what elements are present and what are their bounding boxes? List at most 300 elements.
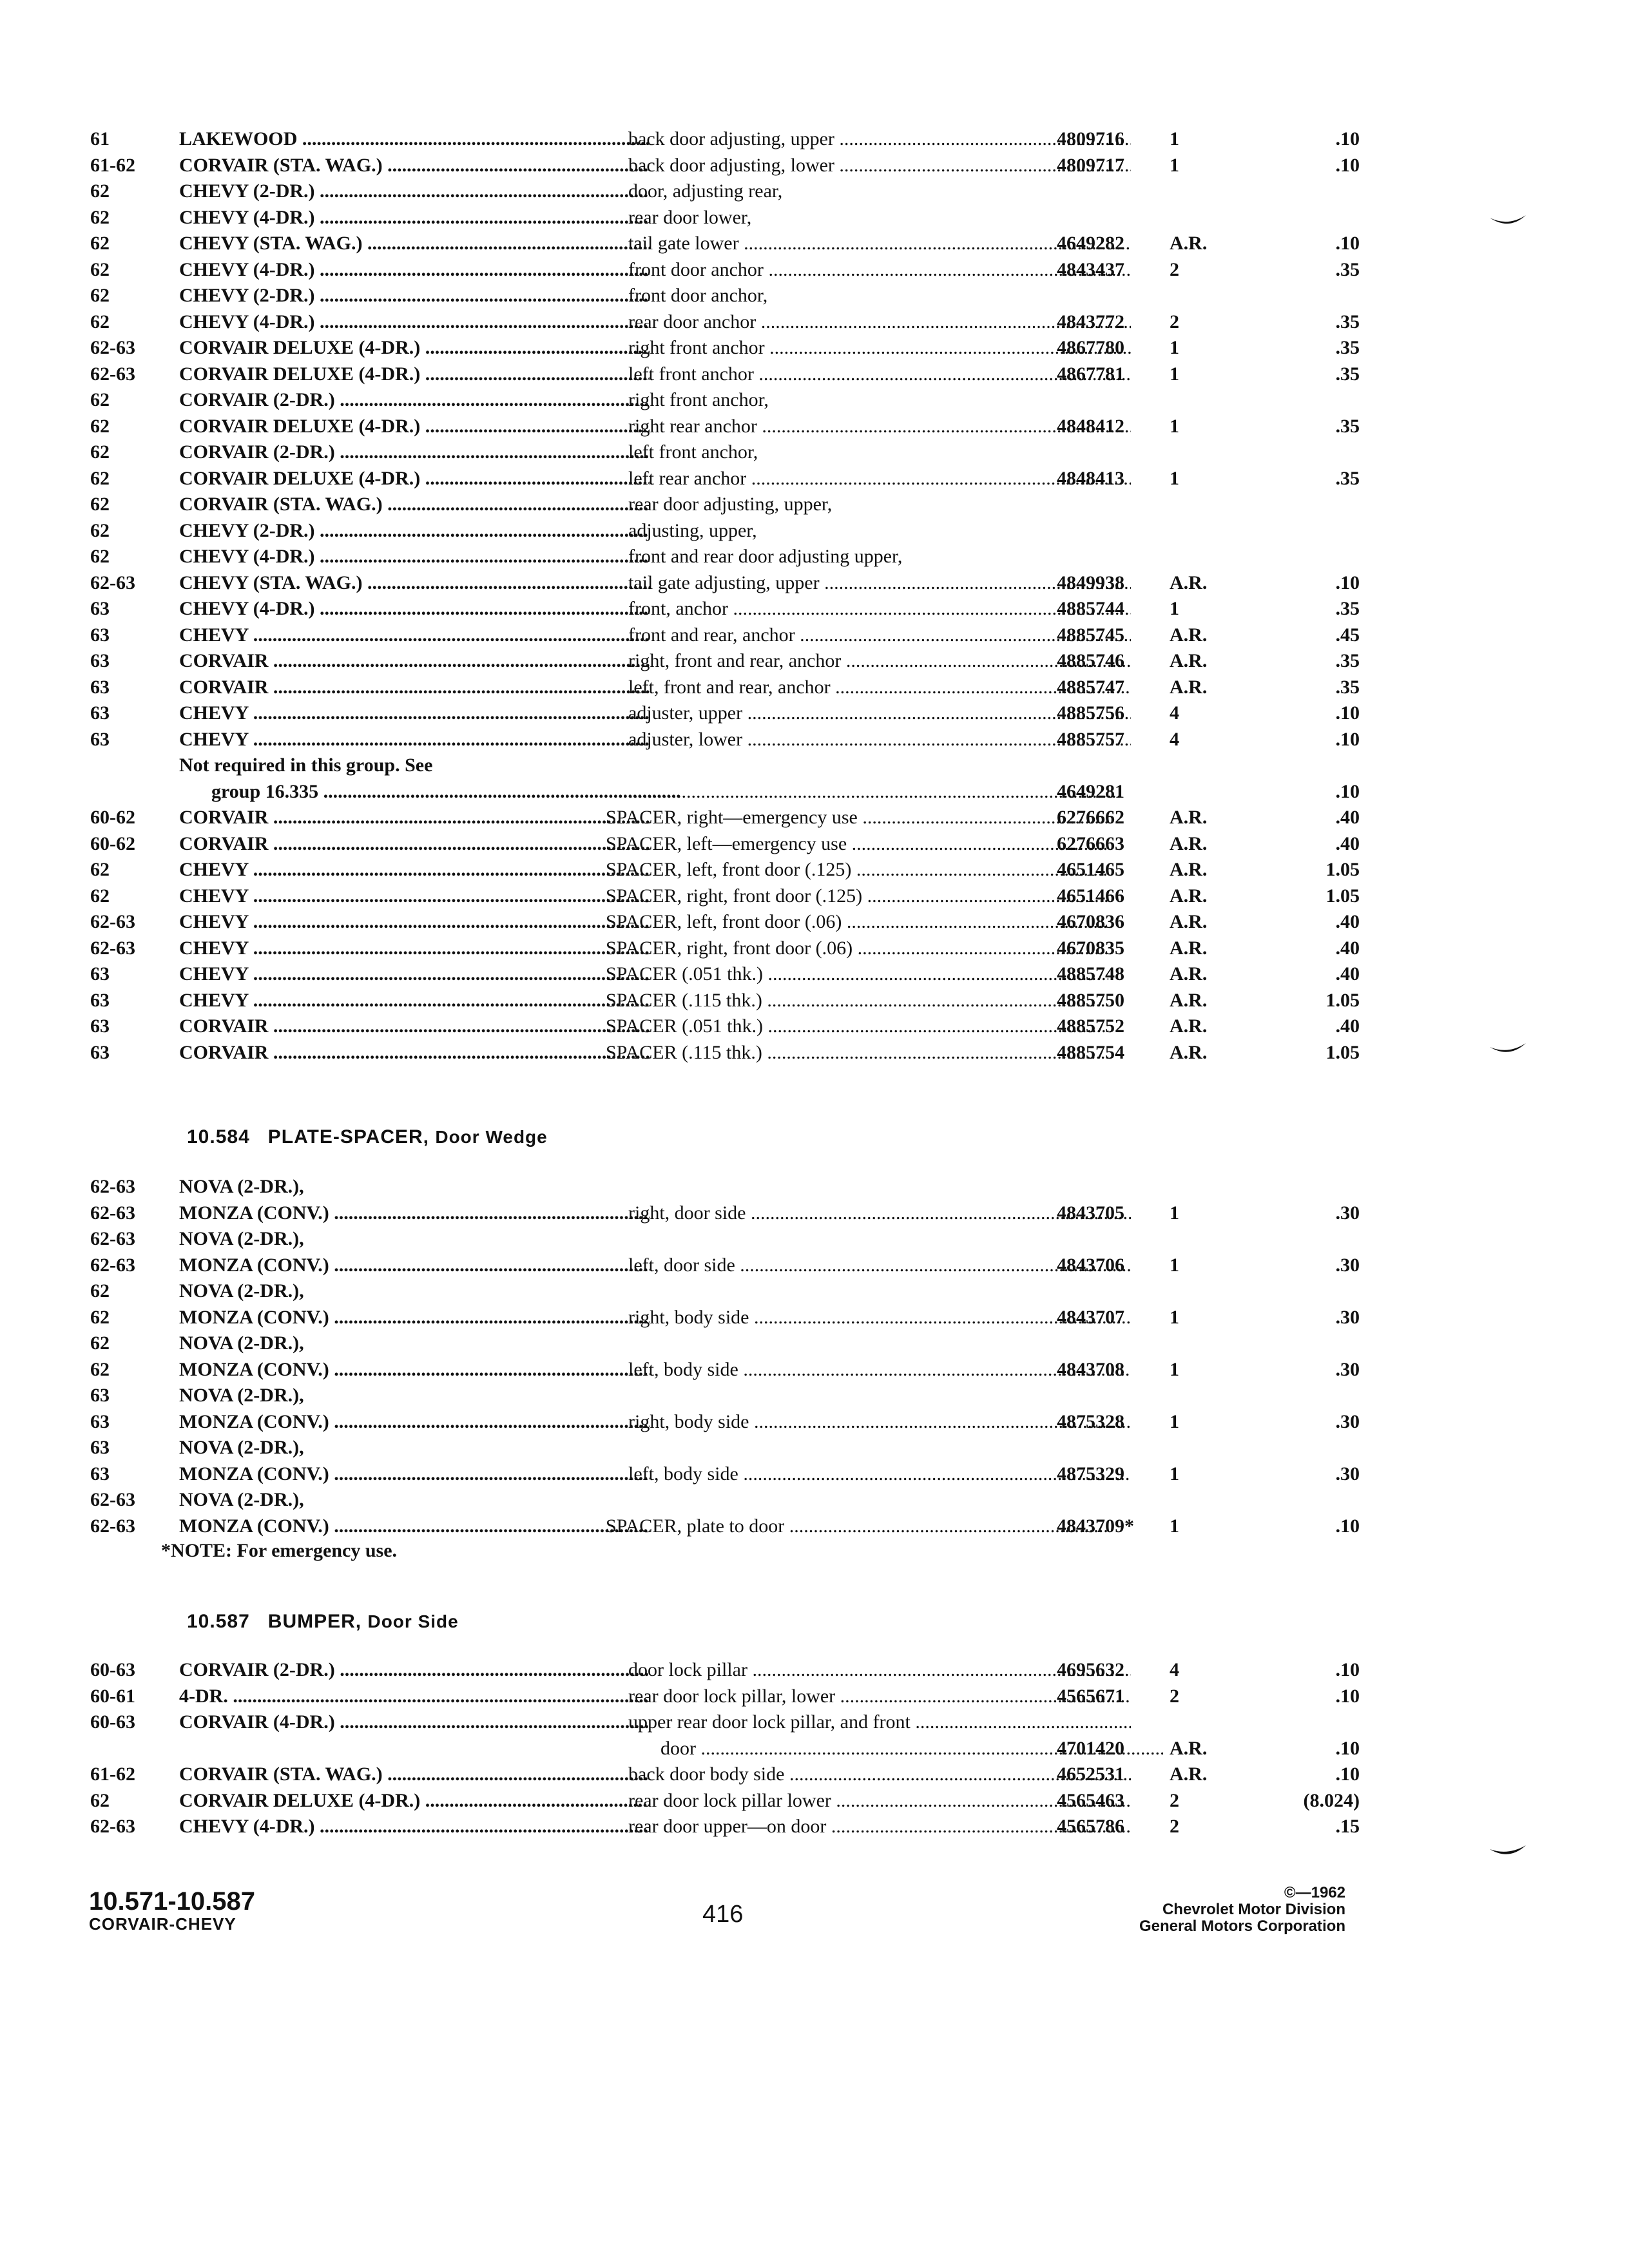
quantity-cell: A.R. (1170, 807, 1208, 828)
price-cell: .30 (1335, 1358, 1360, 1380)
table-row (90, 309, 1360, 336)
price-cell: .40 (1335, 1015, 1360, 1037)
year-cell: 63 (90, 598, 110, 619)
quantity-cell: A.R. (1170, 1041, 1208, 1063)
description-cell: back door adjusting, lower ..... (628, 153, 1131, 179)
table-row (90, 988, 1360, 1014)
table-row (90, 727, 1360, 753)
model-cell: CHEVY (4-DR.) ..... (179, 205, 650, 231)
year-cell: 63 (90, 676, 110, 698)
description-cell: right, body side ..... (628, 1305, 1131, 1331)
price-cell: .10 (1335, 233, 1360, 254)
price-cell: .10 (1335, 128, 1360, 149)
model-cell: CORVAIR (2-DR.) ..... (179, 387, 650, 414)
model-cell: CORVAIR ..... (179, 648, 650, 675)
model-cell: NOVA (2-DR.), (179, 1228, 304, 1249)
part-number-cell: 4875329 (1057, 1463, 1124, 1485)
table-row (90, 439, 1302, 466)
table-row (90, 126, 1360, 153)
price-cell: .35 (1335, 337, 1360, 358)
year-cell: 62-63 (90, 363, 135, 385)
description-cell: rear door upper—on door ..... (628, 1814, 1131, 1840)
year-cell: 62-63 (90, 337, 135, 358)
model-cell: CORVAIR (STA. WAG.) ..... (179, 1762, 650, 1788)
price-cell: .10 (1335, 728, 1360, 750)
table-row (90, 805, 1360, 831)
price-cell: 1.05 (1325, 885, 1360, 907)
year-cell: 62-63 (90, 572, 135, 593)
model-cell: CHEVY ..... (179, 909, 650, 936)
quantity-cell: 2 (1170, 258, 1179, 280)
description-cell: SPACER (.051 thk.) ..... (606, 1014, 1108, 1040)
price-cell: .35 (1335, 258, 1360, 280)
table-row (90, 1788, 1360, 1814)
model-cell: NOVA (2-DR.), (179, 1489, 304, 1510)
description-cell: left front anchor ..... (628, 361, 1131, 388)
quantity-cell: A.R. (1170, 989, 1208, 1011)
year-cell: 62-63 (90, 1816, 135, 1837)
model-cell: CHEVY ..... (179, 727, 650, 753)
quantity-cell: A.R. (1170, 1737, 1208, 1759)
price-cell: .40 (1335, 937, 1360, 959)
year-cell: 62 (90, 467, 110, 489)
part-number-cell: 4701420 (1057, 1737, 1124, 1759)
model-cell: CHEVY (4-DR.) ..... (179, 257, 650, 284)
year-cell: 62 (90, 233, 110, 254)
quantity-cell: 1 (1170, 1358, 1179, 1380)
quantity-cell: 1 (1170, 337, 1179, 358)
year-cell: 62-63 (90, 1254, 135, 1276)
footer-sub: CORVAIR-CHEVY (89, 1914, 236, 1934)
table-row (90, 231, 1360, 257)
quantity-cell: 1 (1170, 1306, 1179, 1328)
model-cell: CORVAIR ..... (179, 675, 650, 701)
model-cell: MONZA (CONV.) ..... (179, 1253, 650, 1279)
quantity-cell: 1 (1170, 598, 1179, 619)
table-row (90, 1174, 1302, 1200)
part-number-cell: 4651466 (1057, 885, 1124, 907)
year-cell: 63 (90, 728, 110, 750)
year-cell: 63 (90, 1041, 110, 1063)
description-cell: rear door lock pillar, lower ..... (628, 1684, 1131, 1710)
table-row (90, 1409, 1360, 1436)
table-row (90, 1278, 1302, 1305)
price-cell: (8.024) (1303, 1789, 1360, 1811)
part-number-cell: 4809717 (1057, 154, 1124, 176)
model-cell: CORVAIR (STA. WAG.) ..... (179, 492, 650, 518)
model-cell: NOVA (2-DR.), (179, 1280, 304, 1302)
description-cell: right, door side ..... (628, 1200, 1131, 1227)
table-row (90, 570, 1360, 597)
price-cell: .10 (1335, 780, 1360, 802)
part-number-cell: 6276663 (1057, 832, 1124, 854)
part-number-cell: 4649281 (1057, 780, 1124, 802)
year-cell: 62 (90, 494, 110, 515)
description-cell: right rear anchor ..... (628, 414, 1131, 440)
model-cell: CHEVY ..... (179, 700, 650, 727)
year-cell: 63 (90, 1463, 110, 1485)
model-cell: MONZA (CONV.) ..... (179, 1461, 650, 1488)
quantity-cell: 1 (1170, 128, 1179, 149)
footer-left (89, 1888, 255, 1933)
table-row (90, 387, 1302, 414)
price-cell: .10 (1335, 1659, 1360, 1680)
table-row (90, 544, 1302, 570)
description-cell: left, front and rear, anchor ..... (628, 675, 1131, 701)
table-row (90, 1487, 1302, 1514)
model-cell: MONZA (CONV.) ..... (179, 1409, 650, 1436)
model-cell: CHEVY ..... (179, 936, 650, 962)
description-cell: right, front and rear, anchor ..... (628, 648, 1131, 675)
part-number-cell: 4843705 (1057, 1202, 1124, 1224)
quantity-cell: 2 (1170, 311, 1179, 332)
model-cell: CORVAIR DELUXE (4-DR.) ..... (179, 1788, 650, 1814)
year-cell: 62 (90, 546, 110, 567)
quantity-cell: A.R. (1170, 572, 1208, 593)
table-row (90, 1040, 1360, 1066)
description-cell: SPACER, right, front door (.06) ..... (606, 936, 1108, 962)
quantity-cell: 1 (1170, 154, 1179, 176)
year-cell: 62 (90, 1789, 110, 1811)
quantity-cell: 1 (1170, 1463, 1179, 1485)
description-cell: front door anchor ..... (628, 257, 1131, 284)
year-cell: 63 (90, 1015, 110, 1037)
price-cell: .30 (1335, 1410, 1360, 1432)
year-cell: 60-63 (90, 1659, 135, 1680)
description-cell: left, door side ..... (628, 1253, 1131, 1279)
year-cell: 62-63 (90, 1202, 135, 1224)
year-cell: 63 (90, 702, 110, 724)
description-cell: rear door adjusting, upper, (628, 494, 833, 515)
model-cell: CORVAIR DELUXE (4-DR.) ..... (179, 335, 650, 361)
section-number: 10.587 (187, 1611, 250, 1632)
quantity-cell: A.R. (1170, 650, 1208, 671)
year-cell: 62 (90, 389, 110, 410)
model-cell: CORVAIR ..... (179, 1014, 650, 1040)
quantity-cell: 2 (1170, 1816, 1179, 1837)
description-cell: rear door lock pillar lower ..... (628, 1788, 1131, 1814)
table-row (90, 596, 1360, 622)
table-row (90, 1253, 1360, 1279)
year-cell: 63 (90, 650, 110, 671)
description-cell: upper rear door lock pillar, and front ..... (628, 1709, 1131, 1736)
section-title: BUMPER, (267, 1611, 362, 1632)
part-number-cell: 4670836 (1057, 911, 1124, 932)
quantity-cell: A.R. (1170, 911, 1208, 932)
table-row (90, 1200, 1360, 1227)
year-cell: 61-62 (90, 154, 135, 176)
description-cell: right, body side ..... (628, 1409, 1131, 1436)
year-cell: 63 (90, 1385, 110, 1406)
quantity-cell: A.R. (1170, 963, 1208, 985)
description-cell: SPACER (.051 thk.) ..... (606, 961, 1108, 988)
quantity-cell: 2 (1170, 1685, 1179, 1707)
part-number-cell: 4885744 (1057, 598, 1124, 619)
price-cell: .30 (1335, 1463, 1360, 1485)
model-cell: CORVAIR (STA. WAG.) ..... (179, 153, 650, 179)
table-row (90, 466, 1360, 492)
description-cell: adjuster, lower ..... (628, 727, 1131, 753)
model-cell: CHEVY (2-DR.) ..... (179, 518, 650, 544)
part-number-cell: 4565463 (1057, 1789, 1124, 1811)
model-cell: CHEVY ..... (179, 988, 650, 1014)
quantity-cell: 1 (1170, 363, 1179, 385)
description-cell: front and rear, anchor ..... (628, 622, 1131, 649)
part-number-cell: 4849938 (1057, 572, 1124, 593)
quantity-cell: A.R. (1170, 937, 1208, 959)
model-cell: CHEVY (STA. WAG.) ..... (179, 231, 650, 257)
quantity-cell: 4 (1170, 702, 1179, 724)
part-number-cell: 4885745 (1057, 624, 1124, 646)
parts-table-10-584 (90, 1174, 1360, 1539)
model-cell: MONZA (CONV.) ..... (179, 1357, 650, 1383)
table-row (90, 335, 1360, 361)
year-cell: 62-63 (90, 1515, 135, 1537)
part-number-cell: 4885750 (1057, 989, 1124, 1011)
table-row (90, 205, 1302, 231)
part-number-cell: 4651465 (1057, 859, 1124, 880)
description-cell: SPACER, plate to door ..... (606, 1514, 1108, 1540)
part-number-cell: 4885747 (1057, 676, 1124, 698)
model-cell: CORVAIR ..... (179, 831, 650, 858)
description-cell: adjuster, upper ..... (628, 700, 1131, 727)
quantity-cell: A.R. (1170, 1015, 1208, 1037)
model-cell: CORVAIR (2-DR.) ..... (179, 1657, 650, 1684)
description-cell: rear door lower, (628, 206, 752, 228)
part-number-cell: 4843437 (1057, 258, 1124, 280)
table-row (90, 153, 1360, 179)
model-cell: CHEVY ..... (179, 883, 650, 910)
quantity-cell: 1 (1170, 1254, 1179, 1276)
part-number-cell: 4885756 (1057, 702, 1124, 724)
year-cell: 63 (90, 1437, 110, 1458)
year-cell: 60-61 (90, 1685, 135, 1707)
table-row (90, 1514, 1360, 1540)
price-cell: .35 (1335, 415, 1360, 437)
year-cell: 61-62 (90, 1763, 135, 1785)
quantity-cell: A.R. (1170, 624, 1208, 646)
price-cell: .10 (1335, 1515, 1360, 1537)
description-cell: left rear anchor ..... (628, 466, 1131, 492)
part-number-cell: 4885757 (1057, 728, 1124, 750)
part-number-cell: 4885746 (1057, 650, 1124, 671)
table-row (90, 961, 1360, 988)
table-row (90, 1814, 1360, 1840)
part-number-cell: 4885752 (1057, 1015, 1124, 1037)
description-cell: right front anchor ..... (628, 335, 1131, 361)
model-cell: group 16.335 ..... (179, 779, 682, 805)
table-row (90, 831, 1360, 858)
year-cell: 60-62 (90, 807, 135, 828)
description-cell: front door anchor, (628, 285, 768, 306)
price-cell: .40 (1335, 911, 1360, 932)
table-row (90, 753, 1302, 779)
part-number-cell: 4843706 (1057, 1254, 1124, 1276)
description-cell: door lock pillar ..... (628, 1657, 1131, 1684)
part-number-cell: 4867781 (1057, 363, 1124, 385)
description-cell: front and rear door adjusting upper, (628, 546, 903, 567)
year-cell: 60-63 (90, 1711, 135, 1733)
model-cell: CORVAIR DELUXE (4-DR.) ..... (179, 361, 650, 388)
model-cell: CHEVY ..... (179, 857, 650, 883)
description-cell: SPACER, right—emergency use ..... (606, 805, 1108, 831)
description-cell: SPACER, left, front door (.125) ..... (606, 857, 1108, 883)
part-number-cell: 4885748 (1057, 963, 1124, 985)
year-cell: 62 (90, 1280, 110, 1302)
part-number-cell: 4875328 (1057, 1410, 1124, 1432)
model-cell: MONZA (CONV.) ..... (179, 1200, 650, 1227)
table-row (90, 1331, 1302, 1357)
section-heading-10-587 (187, 1611, 459, 1633)
description-cell: tail gate lower ..... (628, 231, 1131, 257)
footer-right (1139, 1885, 1345, 1935)
part-number-cell: 6276662 (1057, 807, 1124, 828)
table-row (90, 648, 1360, 675)
table-row (90, 700, 1360, 727)
quantity-cell: 4 (1170, 1659, 1179, 1680)
model-cell: CHEVY ..... (179, 961, 650, 988)
binder-mark (1489, 1041, 1527, 1060)
model-cell: MONZA (CONV.) ..... (179, 1514, 650, 1540)
model-cell: CHEVY (4-DR.) ..... (179, 544, 650, 570)
section-subtitle: Door Wedge (435, 1127, 548, 1147)
table-row (90, 909, 1360, 936)
price-cell: .10 (1335, 1737, 1360, 1759)
part-number-cell: 4867780 (1057, 337, 1124, 358)
footer-range: 10.571-10.587 (89, 1887, 256, 1916)
model-cell: NOVA (2-DR.), (179, 1385, 304, 1406)
price-cell: .35 (1335, 598, 1360, 619)
year-cell: 62 (90, 285, 110, 306)
table-row (90, 1305, 1360, 1331)
table-row (90, 936, 1360, 962)
table-row (90, 1435, 1302, 1461)
model-cell: CORVAIR ..... (179, 805, 650, 831)
description-cell (628, 779, 1131, 805)
part-number-cell: 4843709* (1057, 1515, 1134, 1537)
price-cell: 1.05 (1325, 859, 1360, 880)
binder-mark (1489, 213, 1527, 232)
table-row (90, 283, 1302, 309)
year-cell: 63 (90, 989, 110, 1011)
price-cell: 1.05 (1325, 989, 1360, 1011)
description-cell: SPACER (.115 thk.) ..... (606, 988, 1108, 1014)
year-cell: 62 (90, 441, 110, 463)
parts-table-top (90, 126, 1360, 1066)
quantity-cell: A.R. (1170, 233, 1208, 254)
table-row (90, 1226, 1302, 1253)
model-cell: CORVAIR DELUXE (4-DR.) ..... (179, 414, 650, 440)
year-cell: 62 (90, 206, 110, 228)
table-row (90, 1762, 1360, 1788)
year-cell: 62-63 (90, 1176, 135, 1197)
year-cell: 62-63 (90, 937, 135, 959)
table-row (90, 622, 1360, 649)
model-cell: CHEVY ..... (179, 622, 650, 649)
table-row (90, 1709, 1302, 1736)
table-row (90, 414, 1360, 440)
price-cell: .10 (1335, 572, 1360, 593)
table-row (90, 1461, 1360, 1488)
price-cell: .30 (1335, 1202, 1360, 1224)
year-cell: 62 (90, 415, 110, 437)
price-cell: .40 (1335, 832, 1360, 854)
price-cell: .35 (1335, 650, 1360, 671)
price-cell: .10 (1335, 1685, 1360, 1707)
table-row (90, 883, 1360, 910)
part-number-cell: 4848413 (1057, 467, 1124, 489)
price-cell: .10 (1335, 154, 1360, 176)
description-cell: SPACER, right, front door (.125) ..... (606, 883, 1108, 910)
quantity-cell: 1 (1170, 1202, 1179, 1224)
model-cell: CHEVY (2-DR.) ..... (179, 178, 650, 205)
description-cell: SPACER, left—emergency use ..... (606, 831, 1108, 858)
model-cell: Not required in this group. See (179, 754, 433, 776)
model-cell: CHEVY (4-DR.) ..... (179, 1814, 650, 1840)
year-cell: 60-62 (90, 832, 135, 854)
year-cell: 62 (90, 1332, 110, 1354)
price-cell: .40 (1335, 807, 1360, 828)
price-cell: .35 (1335, 676, 1360, 698)
section-title: PLATE-SPACER, (267, 1126, 430, 1148)
model-cell: CHEVY (4-DR.) ..... (179, 309, 650, 336)
price-cell: .45 (1335, 624, 1360, 646)
quantity-cell: 4 (1170, 728, 1179, 750)
year-cell: 62-63 (90, 1228, 135, 1249)
year-cell: 62 (90, 258, 110, 280)
model-cell: CORVAIR DELUXE (4-DR.) ..... (179, 466, 650, 492)
description-cell: front, anchor ..... (628, 596, 1131, 622)
year-cell: 63 (90, 624, 110, 646)
page-number: 416 (702, 1901, 744, 1928)
model-cell: CORVAIR (4-DR.) ..... (179, 1709, 650, 1736)
year-cell: 62 (90, 519, 110, 541)
price-cell: .30 (1335, 1306, 1360, 1328)
description-cell: left, body side ..... (628, 1461, 1131, 1488)
part-number-cell: 4843772 (1057, 311, 1124, 332)
table-row (90, 675, 1360, 701)
description-cell: left front anchor, (628, 441, 758, 463)
section-subtitle: Door Side (367, 1611, 459, 1631)
year-cell: 62 (90, 1358, 110, 1380)
quantity-cell: 2 (1170, 1789, 1179, 1811)
quantity-cell: 1 (1170, 1515, 1179, 1537)
table-row (90, 857, 1360, 883)
description-cell: left, body side ..... (628, 1357, 1131, 1383)
model-cell: CORVAIR (2-DR.) ..... (179, 439, 650, 466)
year-cell: 61 (90, 128, 110, 149)
description-cell: rear door anchor ..... (628, 309, 1131, 336)
year-cell: 63 (90, 1410, 110, 1432)
year-cell: 62 (90, 180, 110, 202)
table-row (90, 492, 1302, 518)
table-row (90, 1684, 1360, 1710)
description-cell: adjusting, upper, (628, 519, 757, 541)
year-cell: 62 (90, 1306, 110, 1328)
table-row (90, 779, 1360, 805)
quantity-cell: 1 (1170, 1410, 1179, 1432)
part-number-cell: 4652531 (1057, 1763, 1124, 1785)
part-number-cell: 4565786 (1057, 1816, 1124, 1837)
part-number-cell: 4695632 (1057, 1659, 1124, 1680)
description-cell: back door adjusting, upper ..... (628, 126, 1131, 153)
table-row (90, 178, 1302, 205)
price-cell: .40 (1335, 963, 1360, 985)
part-number-cell: 4843708 (1057, 1358, 1124, 1380)
price-cell: .35 (1335, 467, 1360, 489)
description-cell: door ..... (628, 1736, 1163, 1762)
year-cell: 63 (90, 963, 110, 985)
